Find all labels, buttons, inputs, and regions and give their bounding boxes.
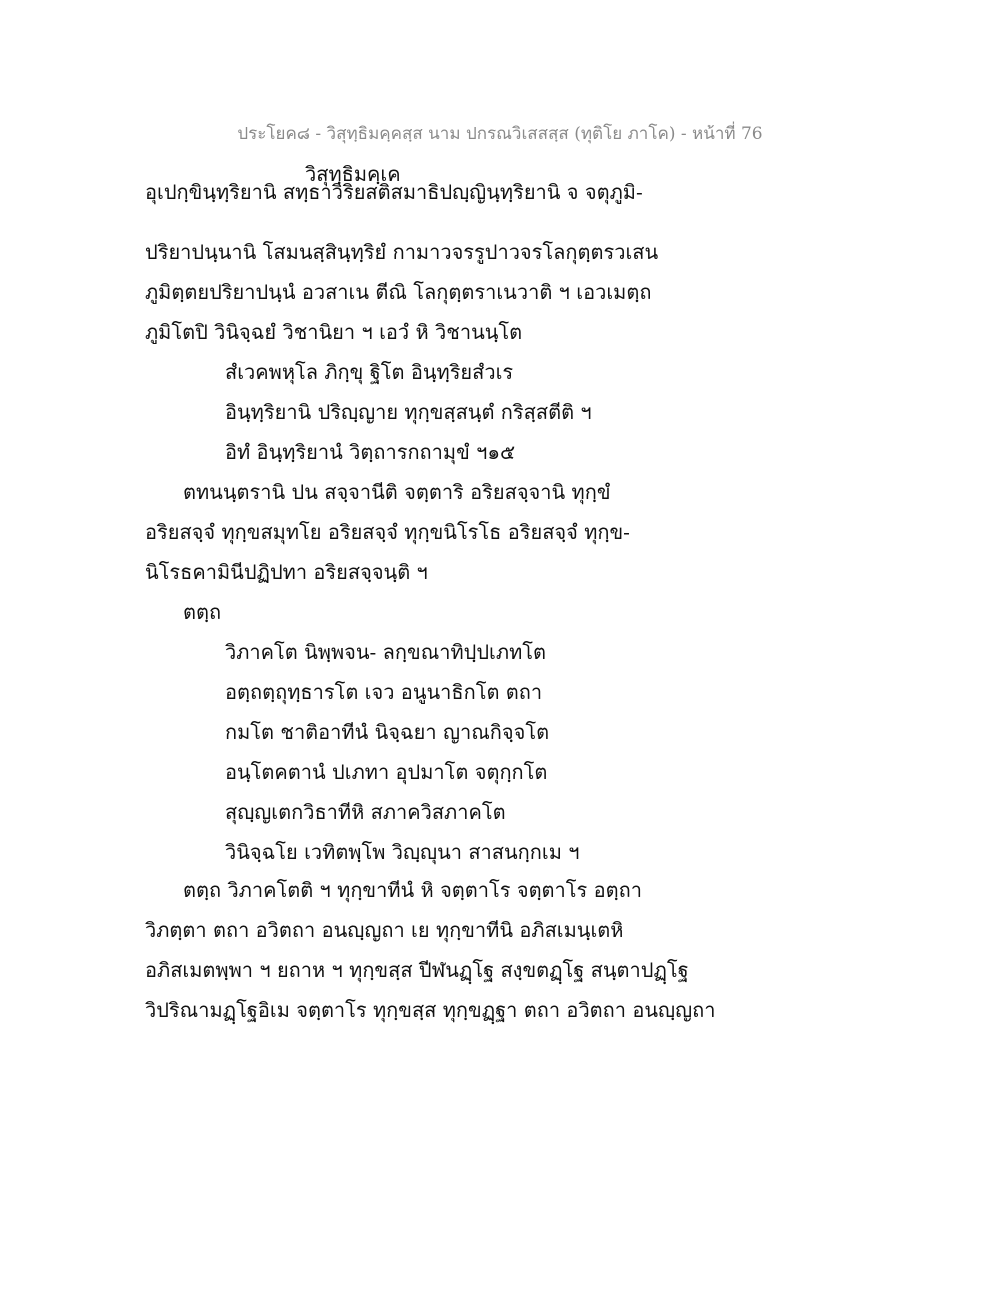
text-line: อุเปกฺขินฺทฺริยานิ สทฺธาวิริยสติสมาธิปญฺญินฺทฺริยานิ จ จตุภูมิ- <box>145 180 643 204</box>
section-title: วิสุทฺธิมคฺเค <box>305 162 401 186</box>
verse-line: วิภาคโต นิพฺพจน- ลกฺขณาทิปฺปเภทโต <box>225 640 546 664</box>
text-line: นิโรธคามินีปฏิปทา อริยสจฺจนฺติ ฯ <box>145 560 428 584</box>
text-line: ภูมิโตปิ วินิจฺฉยํ วิชานิยา ฯ เอวํ หิ วิชานนฺโต <box>145 320 523 344</box>
page-header: ประโยค๘ - วิสุทฺธิมคฺคสฺส นาม ปกรณวิเสสสฺส (ทุติโย ภาโค) - หน้าที่ 76 <box>237 124 763 144</box>
text-line: ภูมิตฺตยปริยาปนฺนํ อวสาเน ตีณิ โลกุตฺตราเนวาติ ฯ เอวเมตฺถ <box>145 280 652 304</box>
text-line: ตตฺถ <box>183 600 222 624</box>
text-line: วิภตฺตา ตถา อวิตถา อนญฺญถา เย ทุกฺขาทีนิ อภิสเมนฺเตหิ <box>145 918 624 942</box>
text-line: วิปริณามฏฺโฐอิเม จตฺตาโร ทุกฺขสฺส ทุกฺขฏฺฐา ตถา อวิตถา อนญฺญถา <box>145 998 716 1022</box>
text-line: ตทนนฺตรานิ ปน สจฺจานีติ จตฺตาริ อริยสจฺจานิ ทุกฺขํ <box>183 480 611 504</box>
text-line: อริยสจฺจํ ทุกฺขสมุทโย อริยสจฺจํ ทุกฺขนิโรโธ อริยสจฺจํ ทุกฺข- <box>145 520 630 544</box>
verse-line: อิทํ อินฺทฺริยานํ วิตฺถารกถามุขํ ฯ๑๕ <box>225 440 516 464</box>
text-line: อภิสเมตพฺพา ฯ ยถาห ฯ ทุกฺขสฺส ปีฬนฏฺโฐ สงฺขตฏฺโฐ สนฺตาปฏฺโฐ <box>145 958 689 982</box>
verse-line: วินิจฺฉโย เวทิตพฺโพ วิญฺญุนา สาสนกฺกเม ฯ <box>225 840 580 864</box>
verse-line: สุญฺญเตกวิธาทีหิ สภาควิสภาคโต <box>225 800 506 824</box>
verse-line: สํเวคพหุโล ภิกฺขุ ฐิโต อินฺทฺริยสํวเร <box>225 360 514 384</box>
text-line: ปริยาปนฺนานิ โสมนสฺสินฺทฺริยํ กามาวจรรูปาวจรโลกุตฺตรวเสน <box>145 240 659 264</box>
verse-line: อตฺถตฺถุทฺธารโต เจว อนูนาธิกโต ตถา <box>225 680 543 704</box>
verse-line: อนฺโตคตานํ ปเภทา อุปมาโต จตุกฺกโต <box>225 760 548 784</box>
text-line: ตตฺถ วิภาคโตติ ฯ ทุกฺขาทีนํ หิ จตฺตาโร จตฺตาโร อตฺถา <box>183 878 642 902</box>
verse-line: อินฺทฺริยานิ ปริญฺญาย ทุกฺขสฺสนฺตํ กริสฺสตีติ ฯ <box>225 400 592 424</box>
verse-line: กมโต ชาติอาทีนํ นิจฺฉยา ญาณกิจฺจโต <box>225 720 550 744</box>
